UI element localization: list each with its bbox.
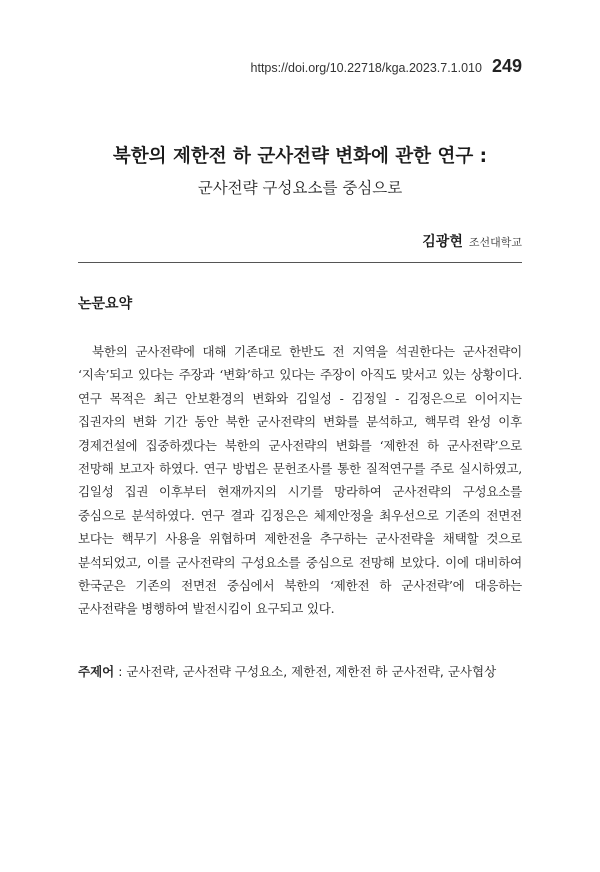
- keywords-separator: :: [114, 664, 127, 679]
- paper-subtitle: 군사전략 구성요소를 중심으로: [197, 179, 403, 197]
- doi-link[interactable]: https://doi.org/10.22718/kga.2023.7.1.010: [250, 61, 482, 75]
- page-header: [251, 56, 522, 77]
- keywords-label: 주제어: [78, 664, 115, 679]
- author-affiliation: 조선대학교: [468, 236, 522, 249]
- keywords-items: 군사전략, 군사전략 구성요소, 제한전, 제한전 하 군사전략, 군사협상: [126, 664, 497, 679]
- page-number: 249: [491, 56, 522, 76]
- paper-title: 북한의 제한전 하 군사전략 변화에 관한 연구 :: [112, 146, 488, 167]
- divider: [78, 262, 522, 263]
- abstract-body: 북한의 군사전략에 대해 기존대로 한반도 전 지역을 석권한다는 군사전략이 ‘지속’되고 있다는 주장과 ‘변화’하고 있다는 주장이 아직도 맞서고 있는 상황이다. 연구 목적은 최근 안보환경의 변화와 김일성 - 김정일 - 김정은으로 이어지는 집권자의 변화 기간 동안 북한 군사전략의 변화를 분석하고, 핵무력 완성 이후 경제건설에 집중하겠다는 북한의 군사전략의 변화를 ‘제한전 하 군사전략’으로 전망해 보고자 하였다. 연구 방법은 문헌조사를 통한 질적연구를 주로 실시하였고, 김일성 집권 이후부터 현재까지의 시기를 망라하여 군사전략의 구성요소를 중심으로 분석하였다. 연구 결과 김정은은 체제안정을 최우선으로 기존의 전면전 보다는 핵무기 사용을 위협하며 제한전을 추구하는 군사전략을 채택할 것으로 분석되었고, 이를 군사전략의 구성요소를 중심으로 전망해 보았다. 이에 대비하여 한국군은 기존의 전면전 중심에서 북한의 ‘제한전 하 군사전략’에 대응하는 군사전략을 병행하여 발전시킴이 요구되고 있다.: [78, 344, 522, 617]
- abstract-heading: 논문요약: [78, 296, 133, 312]
- keywords-line: [78, 662, 522, 680]
- author-name: 김광현: [422, 234, 463, 250]
- author-block: [422, 231, 522, 251]
